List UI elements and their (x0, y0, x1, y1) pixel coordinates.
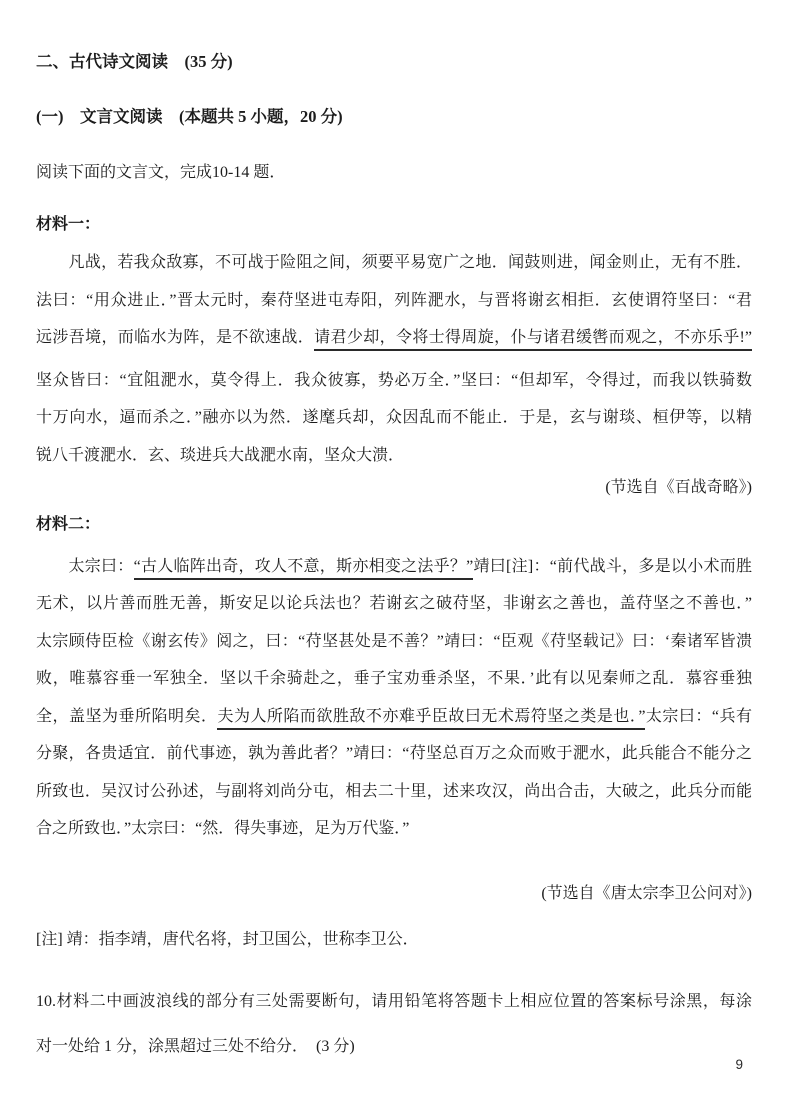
text-segment: 太宗曰： (36, 557, 134, 575)
text-line (36, 782, 752, 820)
page-number: 9 (735, 1057, 743, 1072)
text-segment: 分聚，各贵适宜．前代事迹，孰为善此者？”靖曰：“苻坚总百万之众而败于淝水，此兵能合不能分之 (36, 745, 752, 762)
material-1-body (36, 253, 752, 472)
material-2-body (36, 557, 752, 846)
text-line (36, 1037, 752, 1063)
text-segment: . (145, 359, 149, 376)
text-segment: 全，盖坚为垂所陷明矣． (36, 707, 218, 725)
text-segment: 法曰：“用众进止．”晋太元时，秦苻坚进屯寿阳，列阵淝水，与晋将谢玄相拒．玄使谓符坚曰：“君 (36, 291, 752, 309)
text-segment: 十万向水，逼而杀之．”融亦以为然．遂麾兵却，众因乱而不能止．于是，玄与谢琰、桓伊等，以精 (36, 409, 752, 426)
underlined-text: 请君少却，令将士得周旋，仆与诸君缓辔而观之，不亦乐乎!” (314, 329, 752, 351)
question-10 (36, 992, 752, 1063)
text-line (36, 408, 752, 446)
text-segment: 无术，以片善而胜无善，斯安足以论兵法也？若谢玄之破苻坚，非谢玄之善也，盖苻坚之不善也．” (36, 595, 752, 612)
text-line (36, 669, 752, 707)
material-1-label: 材料一： (36, 216, 101, 233)
text-line (36, 632, 752, 670)
text-line (36, 992, 752, 1037)
text-segment: 靖曰[注]：“前代战斗，多是以小术而胜 (473, 557, 752, 575)
subsection-heading: (一) 文言文阅读 (本题共 5 小题，20 分) (36, 107, 343, 126)
text-line (36, 594, 752, 632)
text-line (36, 744, 752, 782)
material-2-source: (节选自《唐太宗李卫公问对》) (541, 885, 752, 902)
material-1-source: (节选自《百战奇略》) (605, 478, 752, 496)
underlined-text: “古人临阵出奇，攻人不意，斯亦相变之法乎？” (134, 558, 474, 580)
text-segment: 合之所致也．”太宗曰：“然．得失事迹，足为万代鉴．” (36, 820, 410, 837)
text-segment: 所致也．吴汉讨公孙述，与副将刘尚分屯，相去二十里，述来攻汉，尚出合击，大破之，此兵分而能 (36, 782, 752, 800)
text-segment: 对一处给 1 分，涂黑超过三处不给分． (3 分) (36, 1038, 355, 1055)
text-line (36, 328, 752, 366)
text-segment: 败，唯慕容垂一军独全．坚以千余骑赴之，垂子宝劝垂杀坚，不果．’此有以见秦师之乱．慕容垂独 (36, 670, 752, 687)
text-line (36, 819, 752, 845)
text-segment: 锐八千渡淝水．玄、琰进兵大战淝水南，坚众大溃． (36, 446, 405, 464)
material-2-label: 材料二： (36, 515, 101, 533)
text-line (36, 253, 752, 291)
underlined-text: 夫为人所陷而欲胜敌不亦难乎臣故曰无术焉符坚之类是也．” (217, 708, 645, 730)
text-line (36, 371, 752, 409)
text-segment: 10.材料二中画波浪线的部分有三处需要断句，请用铅笔将答题卡上相应位置的答案标号涂黑，每涂 (36, 993, 752, 1010)
text-line (36, 291, 752, 329)
text-segment: 太宗曰：“兵有 (645, 707, 752, 725)
text-line (36, 707, 752, 745)
footnote: [注] 靖：指李靖，唐代名将，封卫国公，世称李卫公． (36, 931, 419, 948)
text-line (36, 557, 752, 595)
text-segment: 凡战，若我众敌寡，不可战于险阻之间，须要平易宽广之地．闻鼓则进，闻金则止，无有不胜． (36, 254, 752, 271)
section-heading: 二、古代诗文阅读 (35 分) (36, 52, 233, 71)
intro-text: 阅读下面的文言文，完成10-14 题． (36, 164, 286, 181)
text-segment: 远涉吾境，而临水为阵，是不欲速战． (36, 329, 315, 346)
text-segment: 太宗顾侍臣检《谢玄传》阅之，曰：“苻坚甚处是不善？”靖曰：“臣观《苻坚载记》曰：‘秦诸军皆溃 (36, 632, 752, 650)
text-segment: 坚众皆曰：“宜阻淝水，莫令得上．我众彼寡，势必万全．”坚曰：“但却军，令得过，而我以铁骑数 (36, 371, 752, 389)
text-line (36, 446, 752, 472)
